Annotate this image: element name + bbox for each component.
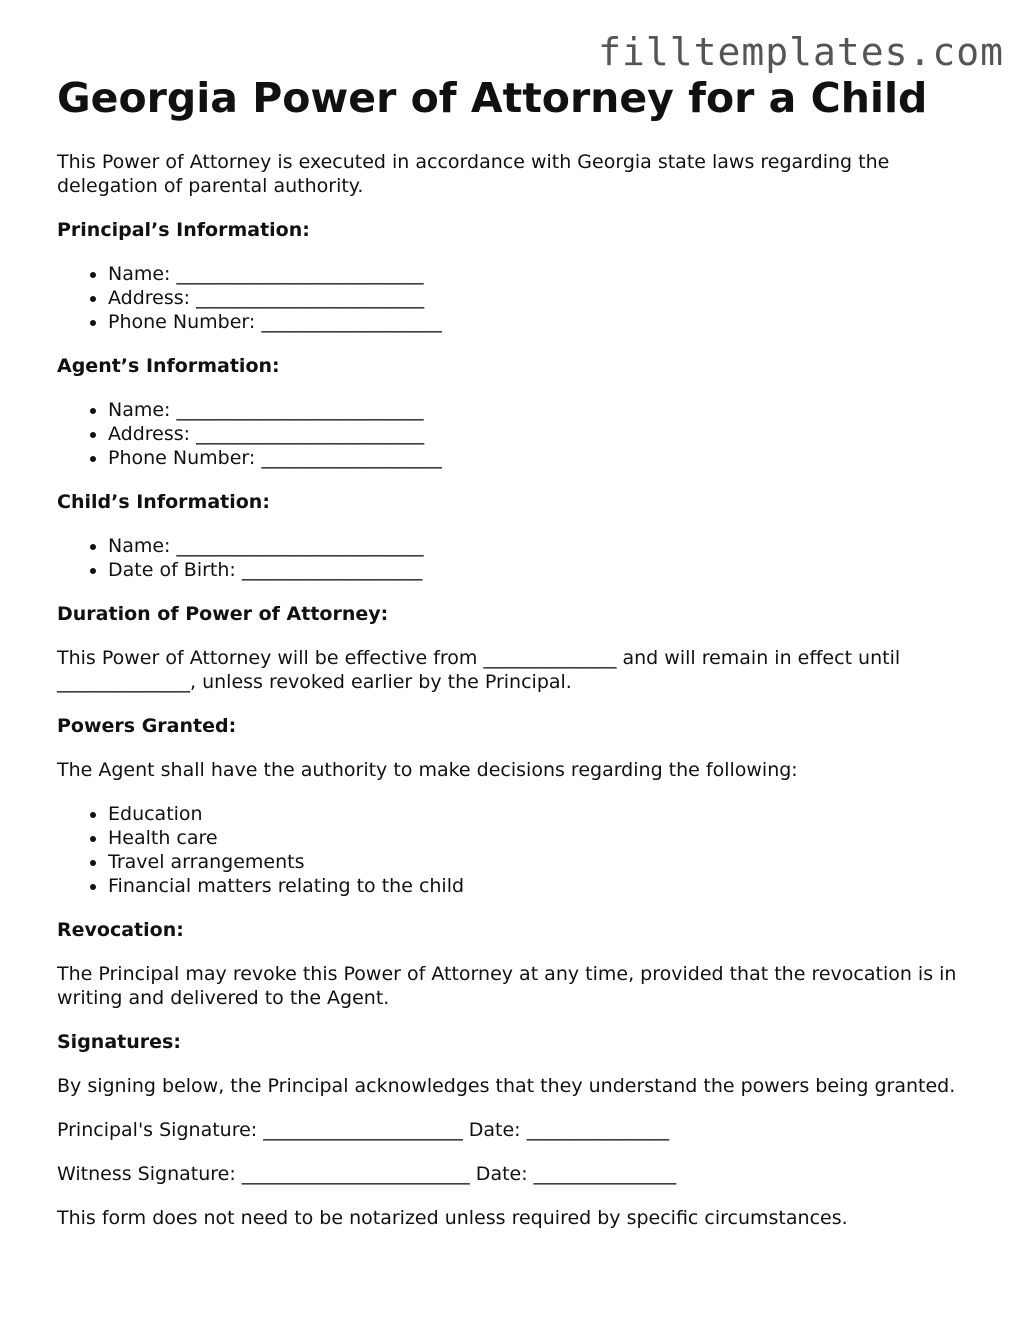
agent-address-field: • Address: ________________________	[108, 422, 987, 446]
child-name-field: • Name: __________________________	[108, 534, 987, 558]
power-item: • Travel arrangements	[108, 850, 987, 874]
principal-heading: Principal’s Information:	[57, 219, 310, 241]
revocation-text: The Principal may revoke this Power of Attorney at any time, provided that the revocation is in writing and delivered to the Agent.	[57, 963, 957, 1009]
child-heading: Child’s Information:	[57, 491, 270, 513]
power-item: • Health care	[108, 826, 987, 850]
witness-signature-line: Witness Signature: ________________________ Date: _______________	[57, 1163, 677, 1185]
notarization-note: This form does not need to be notarized unless required by specific circumstances.	[57, 1207, 848, 1229]
signatures-text: By signing below, the Principal acknowledges that they understand the powers being granted.	[57, 1075, 956, 1097]
child-dob-field: • Date of Birth: ___________________	[108, 558, 987, 582]
revocation-heading: Revocation:	[57, 919, 184, 941]
principal-signature-line: Principal's Signature: _____________________ Date: _______________	[57, 1119, 670, 1141]
watermark: filltemplates.com	[598, 30, 1004, 74]
duration-text: This Power of Attorney will be effective from ______________ and will remain in effect until ______________, unless revoked earlier by the Principal.	[57, 647, 901, 693]
intro-text: This Power of Attorney is executed in accordance with Georgia state laws regarding the delegation of parental authority.	[57, 151, 890, 197]
principal-fields	[57, 262, 987, 334]
child-fields	[57, 534, 987, 582]
principal-address-field: • Address: ________________________	[108, 286, 987, 310]
agent-name-field: • Name: __________________________	[108, 398, 987, 422]
document-title: Georgia Power of Attorney for a Child	[57, 74, 928, 122]
principal-name-field: • Name: __________________________	[108, 262, 987, 286]
powers-text: The Agent shall have the authority to make decisions regarding the following:	[57, 759, 798, 781]
agent-fields	[57, 398, 987, 470]
agent-heading: Agent’s Information:	[57, 355, 280, 377]
document	[57, 72, 987, 1230]
power-item: • Education	[108, 802, 987, 826]
powers-list	[57, 802, 987, 898]
principal-phone-field: • Phone Number: ___________________	[108, 310, 987, 334]
signatures-heading: Signatures:	[57, 1031, 181, 1053]
agent-phone-field: • Phone Number: ___________________	[108, 446, 987, 470]
duration-heading: Duration of Power of Attorney:	[57, 603, 389, 625]
power-item: • Financial matters relating to the child	[108, 874, 987, 898]
powers-heading: Powers Granted:	[57, 715, 237, 737]
